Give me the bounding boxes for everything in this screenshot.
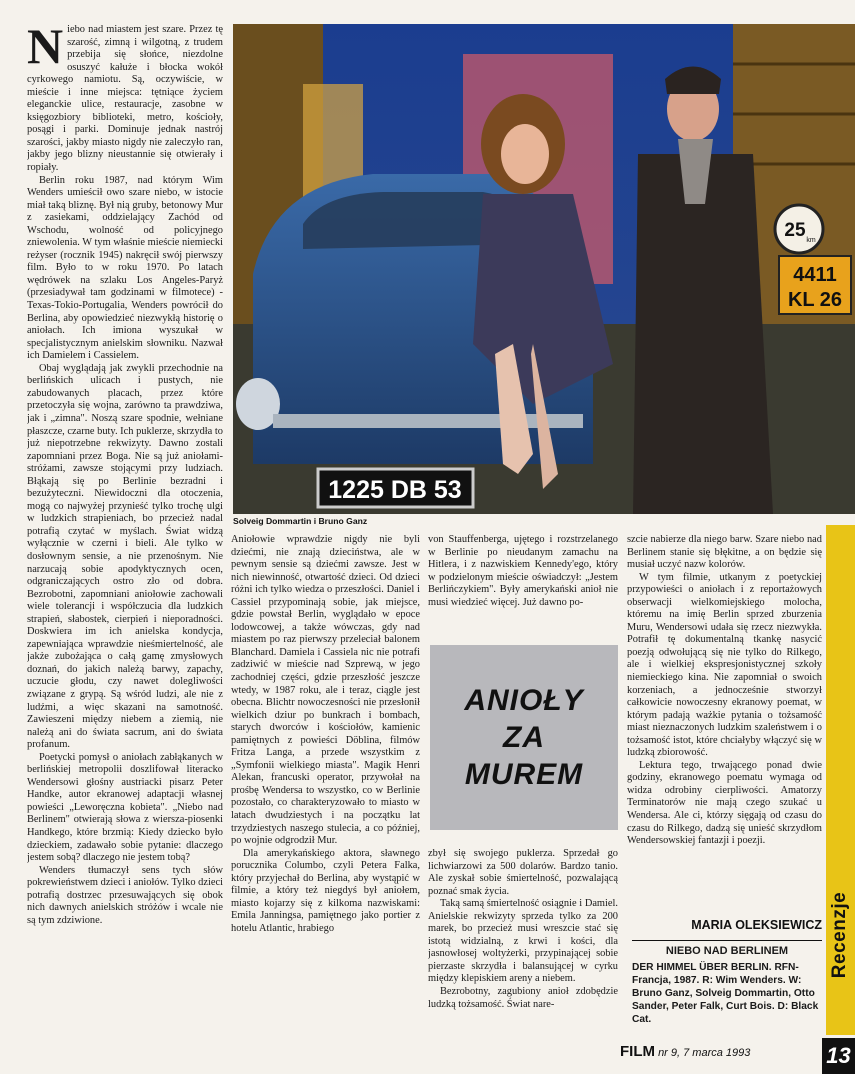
paragraph: iebo nad miastem jest szare. Przez tę szarość, zimną i wilgotną, z trudem przebija się słońce, niezdolne osuszyć kałuże i błocka wokół cyrkowego namiotu. Są, oczywiście, w mieście i inne miejsca: tętniące życiem eleganckie ulice, restauracje, zasobne w księgozbiory biblioteki, metro, kościoły, posągi i parki. Dominuje jednak nastrój szarości, jakby miasto nigdy nie zaleczyło ran, jakby jego blizny nieustannie się otwierały i ropiały. [27,24,223,174]
paragraph: Obaj wyglądają jak zwykli przechodnie na berlińskich ulicach i pustych, nie zabudowanych placach, przez które przetoczyła się wojna, zarówno ta prawdziwa, jak i „zimna". Noszą szare spodnie, wełniane płaszcze, czarne buty. Ich puklerze, skrzydła to już niepotrzebne rekwizyty. Dawno zostali zapomniani przez Boga. Nie są już aniołami-stróżami, zawsze stojącymi przy ludziach. Błąkają się po Berlinie bezradni i bezużyteczni. Niewidoczni dla otoczenia, mogą co najwyżej przynieść tylko trochę ulgi w ludzkich strapieniach, bo przecież nadal potrafią czytać w myślach. Świat widzą wyłącznie w czerni i bieli. Ale tylko w dosłownym sensie, a nie przenośnym. Nie narzucają sobie apodyktycznych ocen, odgraniczających ostro zło od dobra. Bezrobotni, zapomniani aniołowie zachowali wiele tolerancji i współczucia dla ludzkich strapień, słabostek, cierpień i nieporadności. Doskwiera im ich anielska kondycja, zapewniająca wprawdzie nieśmiertelność, ale jakże zubożająca o całą gamę zmysłowych doznań, do jakich należą barwy, zapachy, uczucie głodu, czy nawet dolegliwości związane z grypą. Są wśród ludzi, ale nie z ludźmi, a więc skazani na samotność. Zawieszeni między niebem a ziemią, nie należą ani do świata sacrum, ani do świata profanum. [27,362,223,751]
author-name: MARIA OLEKSIEWICZ [691,918,822,932]
article-column-2 [231,534,420,1029]
page-number: 13 [822,1038,855,1074]
license-plate-text: 1225 DB 53 [328,476,462,504]
sign-plate-line1: 4411 [793,264,837,286]
film-info-body: DER HIMMEL ÜBER BERLIN. RFN-Francja, 1987. R: Wim Wenders. W: Bruno Ganz, Solveig Dommartin, Otto Sander, Peter Falk, Curt Bois. D: Black Cat. [632,962,819,1025]
paragraph: W tym filmie, utkanym z poetyckiej przypowieści o aniołach i z reportażowych obserwacji wielkomiejskiego molocha, któremu na imię Berlin sprzed zburzenia Muru, Wendersowi udała się rzecz niezwykła. Potrafił tę dokumentalną tkankę nasycić poezją odwołującą się nie tylko do Rilkego, ale i wielkiej ekspresjonistycznej szkoły niemieckiego kina. Nie zapomniał o swoich korzeniach, a jednocześnie stworzył całkowicie nowoczesny ekranowy poemat, w którym padają ważkie pytania o tożsamość miast nieznaczonych ludzkim szaleństwem i o tożsamość istot, które chciałyby włączyć się w ludzką zbiorowość. [627,571,822,759]
paragraph: szcie nabierze dla niego barw. Szare niebo nad Berlinem stanie się błękitne, a on będzie się musiał uczyć nazw kolorów. [627,534,822,571]
drop-cap: N [27,24,64,74]
headline-line: ANIOŁY [464,684,584,717]
paragraph: Taką samą śmiertelność osiągnie i Damiel. Anielskie rekwizyty sprzeda tylko za 200 marek, bo przecież musi wreszcie stać się istotą widzialną, z krwi i kości, dla jasnowłosej woltyżerki, przypinającej sobie pierzaste skrzydła i balansującej w cyrku między klepiskiem areny a niebem. [428,898,618,985]
paragraph: zbył się swojego puklerza. Sprzedał go lichwiarzowi za 500 dolarów. Bardzo tanio. Ale zyskał sobie śmiertelność, pozwalającą poznać smak życia. [428,848,618,897]
headline-box [430,645,618,830]
paragraph: Lektura tego, trwającego ponad dwie godziny, ekranowego poematu wymaga od widza odrobiny cierpliwości. Amatorzy Terminatorów nie mają czego szukać u Wendersa. Ale ci, którzy sięgają od czasu do czasu do Rilkego, dadzą się unieść skrzydłom Wendersowskiej fantazji i poezji. [627,759,822,847]
section-label [826,860,855,1010]
film-info-title: NIEBO NAD BERLINEM [665,945,789,957]
paragraph: Wenders tłumaczył sens tych słów pokrewieństwem dzieci i aniołów. Tylko dzieci potrafią dostrzec przesuwających się obok nich dawnych anielskich stróżów i wcale nie są tym zdziwione. [27,864,223,926]
paragraph: Poetycki pomysł o aniołach zabłąkanych w berlińskiej metropolii doszlifował literacko Wendersowi głośny austriacki pisarz Peter Handke, autor ekranowej adaptacji własnej powieści „Leworęczna kobieta". „Niebo nad Berlinem" otwierają słowa z wiersza-piosenki Handkego, które brzmią: Kiedy dziecko było dzieckiem, zadawało sobie pytanie: dlaczego jestem sobą? dlaczego nie jestem tobą? [27,751,223,864]
paragraph: Bezrobotny, zagubiony anioł zdobędzie ludzką tożsamość. Świat nare- [428,986,618,1010]
paragraph: Berlin roku 1987, nad którym Wim Wenders umieścił owo szare niebo, w istocie miał taką bliznę. Był nią gruby, betonowy Mur z zasiekami, oddzielający Zachód od Wschodu, wolność od policyjnego zniewolenia. W tym właśnie mieście niemiecki reżyser (rocznik 1945) nakręcił swój pierwszy film. Było to w roku 1970. Po latach wędrówek na szlaku Los Angeles-Paryż (przesiadywał tam godzinami w filmotece) -Texas-Tokio-Portugalia, Wenders powrócił do Berlina, aby opowiedzieć niezwykłą historię o aniołach. Ich imiona wyszukał w specjalistycznym anielskim słowniku. Nazwał ich Damielem i Cassielem. [27,174,223,362]
film-info-box [632,940,822,1026]
paragraph: Aniołowie wprawdzie nigdy nie byli dziećmi, nie znają dzieciństwa, ale w pewnym sensie są dziećmi zawsze. Jest w nich niewinność, otwartość dzieci. Od dzieci różni ich tylko wiedza o przeszłości. Daniel i Cassiel przypominają sobie, jak miejsce, gdzie powstał Berlin, wyglądało w epoce lodowcowej, a także wówczas, gdy nad miastem po raz pierwszy przeleciał balonem Blanchard. Damiela i Cassiela nic nie potrafi zadziwić w mieście nad Szprewą, w jego zachodniej części, gdzie przeszłość jeszcze wtedy, w 1987 roku, ale i teraz, ciągle jest obecna. Blichtr nowoczesności nie przesłonił wielkich dziur po bunkrach i bombach, starych dworców i kościołów, kamienic pamiętnych z powieści Döblina, filmów Fritza Langa, a przede wszystkim z „Symfonii wielkiego miasta". Magik Henri Alekan, francuski operator, przywołał na prośbę Wendersa to wszystko, co w Berlinie pozostało, co charakteryzowało to miasto w latach dwudziestych i na początku lat trzydziestych naszego stulecia, a co później, po wojnie odgrodził Mur. [231,534,420,847]
article-column-3-continued [428,848,618,1033]
speed-sign-unit: km [806,237,816,244]
photo-caption: Solveig Dommartin i Bruno Ganz [233,516,368,526]
film-still-photo [233,24,855,514]
headline-line: MUREM [464,758,584,791]
article-column-1 [27,24,223,1064]
paragraph: Dla amerykańskiego aktora, sławnego porucznika Columbo, czyli Petera Falka, który przyjechał do Berlina, aby wystąpić w filmie, a który też niegdyś był aniołem, miasto kojarzy się z kilkoma nazwiskami: Emila Janningsa, pamiętnego jako portier z hotelu Atlantic, hrabiego [231,847,420,934]
article-column-3 [428,534,618,644]
article-column-4 [627,534,822,914]
film-still-illustration [233,24,855,514]
section-label-text: Recenzje [829,891,851,979]
page-footer [620,1043,750,1060]
issue-info: nr 9, 7 marca 1993 [658,1047,751,1059]
magazine-name: FILM [620,1043,655,1060]
paragraph: von Stauffenberga, ujętego i rozstrzelanego w Berlinie po nieudanym zamachu na Hitlera, i z nazwiskiem Kennedy'ego, który w podzielonym mieście oświadczył: „Jestem Berlińczykiem". Były amerykański anioł nie musi wiedzieć więcej. Już dawno po- [428,534,618,608]
headline-line: ZA [503,721,545,754]
sign-plate-line2: KL 26 [787,289,843,311]
speed-sign-number: 25 [784,220,806,241]
